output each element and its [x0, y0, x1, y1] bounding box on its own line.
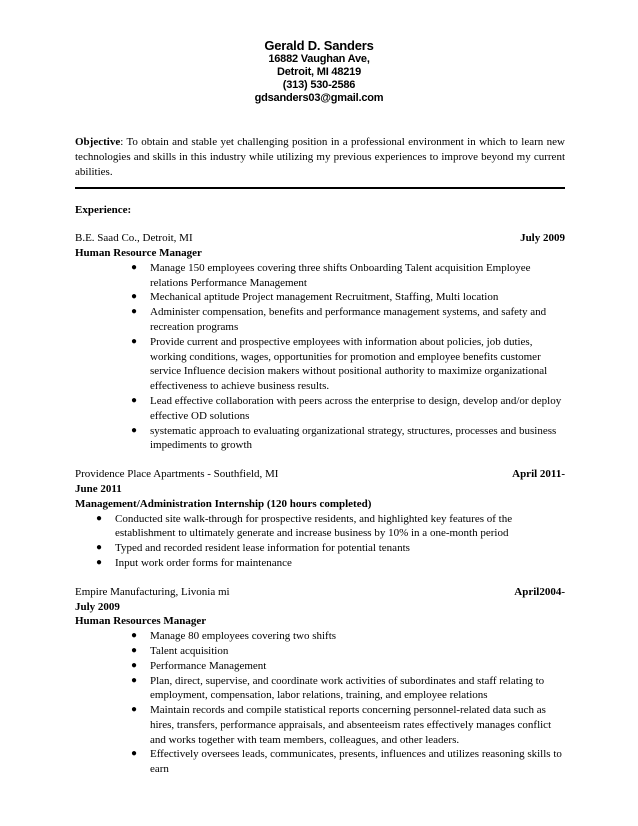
job-dates-continued: July 2009 — [75, 600, 120, 613]
list-item-text: Talent acquisition — [150, 644, 229, 657]
job-dates: April2004- — [514, 585, 565, 598]
job-duties-list — [75, 261, 565, 453]
bullet-icon: ● — [131, 394, 138, 406]
list-item-text: Manage 80 employees covering two shifts — [150, 630, 337, 643]
job-header — [75, 231, 565, 246]
job-header — [75, 467, 565, 482]
job-company: Empire Manufacturing, Livonia mi — [75, 585, 230, 598]
bullet-icon: ● — [131, 674, 138, 686]
phone-number: (313) 530-2586 — [282, 79, 356, 91]
list-item — [75, 747, 565, 777]
bullet-icon: ● — [131, 291, 138, 303]
list-item — [75, 261, 565, 291]
list-item-text: Manage 150 employees covering three shifts Onboarding Talent acquisition Employee relations Performance Management — [150, 261, 531, 289]
list-item — [75, 512, 565, 542]
list-item — [75, 629, 565, 644]
bullet-icon: ● — [96, 512, 103, 524]
bullet-icon: ● — [131, 630, 138, 642]
list-item — [75, 394, 565, 424]
bullet-icon: ● — [131, 748, 138, 760]
list-item-text: Lead effective collaboration with peers across the enterprise to design, develop and/or deploy effective OD solutions — [150, 394, 562, 422]
job-header — [75, 585, 565, 600]
objective-text: : To obtain and stable yet challenging position in a professional environment in which to learn new technologies and skills in this industry while utilizing my previous experiences to improve beyond my current abilities. — [75, 136, 565, 178]
job-entry — [75, 467, 565, 571]
bullet-icon: ● — [96, 556, 103, 568]
list-item — [75, 556, 565, 571]
list-item — [75, 659, 565, 674]
list-item-text: Administer compensation, benefits and performance management systems, and safety and recreation programs — [150, 306, 547, 333]
bullet-icon: ● — [131, 335, 138, 347]
job-company: Providence Place Apartments - Southfield, MI — [75, 468, 279, 481]
resume-body — [75, 135, 565, 791]
list-item — [75, 290, 565, 305]
bullet-icon: ● — [131, 261, 138, 273]
job-dates-continued: June 2011 — [75, 482, 122, 495]
list-item-text: Conducted site walk-through for prospective residents, and highlighted key features of the establishment to ultimately generate and increase business by 10% in a one-month period — [115, 512, 513, 540]
bullet-icon: ● — [131, 644, 138, 656]
list-item-text: Effectively oversees leads, communicates, presents, influences and utilizes reasoning skills to earn — [150, 748, 562, 776]
list-item-text: Plan, direct, supervise, and coordinate work activities of subordinates and staff relating to employment, compensation, labor relations, training, and employee relations — [150, 674, 545, 702]
list-item-text: Provide current and prospective employees with information about policies, job duties, working conditions, wages, opportunities for promotion and employee benefits customer service Influence decision makers without positional authority to maximize organizational effectiveness to achieve business results. — [150, 335, 548, 393]
list-item — [75, 541, 565, 556]
list-item-text: Input work order forms for maintenance — [115, 556, 292, 569]
list-item — [75, 703, 565, 747]
job-dates: April 2011- — [512, 468, 565, 481]
list-item — [75, 424, 565, 454]
job-entry — [75, 231, 565, 453]
city-state-zip: Detroit, MI 48219 — [276, 66, 362, 78]
job-dates: July 2009 — [520, 232, 565, 245]
bullet-icon: ● — [131, 659, 138, 671]
job-title: Human Resources Manager — [75, 615, 207, 628]
list-item — [75, 305, 565, 335]
list-item — [75, 674, 565, 704]
objective-label: Objective — [75, 136, 121, 148]
list-item-text: Maintain records and compile statistical reports concerning personnel-related data such as hires, transfers, performance appraisals, and absenteeism rates effectively manages conflict and works together with team members, colleagues, and other leaders. — [150, 704, 552, 746]
list-item-text: systematic approach to evaluating organizational strategy, structures, processes and business impediments to growth — [150, 424, 557, 452]
job-company: B.E. Saad Co., Detroit, MI — [75, 232, 193, 245]
bullet-icon: ● — [131, 306, 138, 318]
objective-paragraph — [75, 135, 565, 179]
job-duties-list — [75, 629, 565, 777]
email-address[interactable]: gdsanders03@gmail.com — [254, 92, 384, 104]
candidate-name: Gerald D. Sanders — [264, 38, 374, 53]
job-duties-list — [75, 512, 565, 571]
bullet-icon: ● — [131, 704, 138, 716]
list-item — [75, 644, 565, 659]
list-item-text: Mechanical aptitude Project management Recruitment, Staffing, Multi location — [150, 291, 499, 304]
list-item-text: Typed and recorded resident lease information for potential tenants — [115, 542, 410, 555]
list-item — [75, 335, 565, 394]
job-title: Human Resource Manager — [75, 246, 202, 259]
list-item-text: Performance Management — [150, 659, 267, 672]
bullet-icon: ● — [96, 542, 103, 554]
experience-heading: Experience: — [75, 204, 132, 217]
job-title: Management/Administration Internship (120 hours completed) — [75, 497, 372, 510]
street-address: 16882 Vaughan Ave, — [268, 53, 370, 65]
job-entry — [75, 585, 565, 777]
section-divider — [75, 187, 565, 189]
bullet-icon: ● — [131, 424, 138, 436]
contact-header — [0, 38, 638, 105]
